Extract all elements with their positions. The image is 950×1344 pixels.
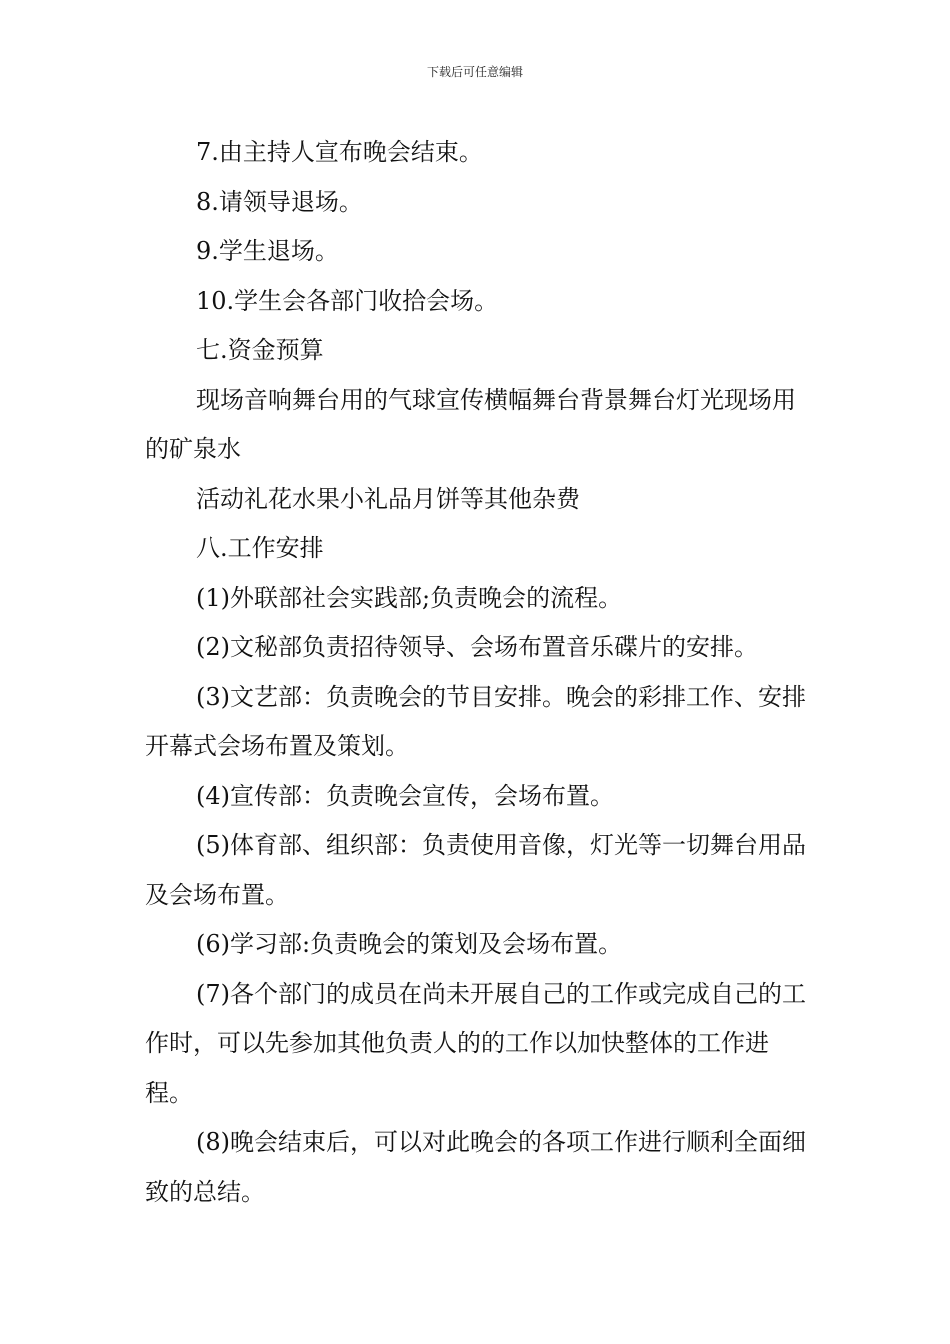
paragraph-arrangement-1: (1)外联部社会实践部;负责晚会的流程。 [196,583,623,612]
paragraph-arrangement-4: (4)宣传部：负责晚会宣传，会场布置。 [196,781,614,810]
paragraph-arrangement-3: (3)文艺部：负责晚会的节目安排。晚会的彩排工作、安排开幕式会场布置及策划。 [145,682,806,760]
paragraph-step-9: 9.学生退场。 [196,237,339,265]
section-heading-work-arrangement: 八.工作安排 [196,534,324,562]
paragraph-step-7: 7.由主持人宣布晚会结束。 [196,138,483,166]
paragraph-arrangement-5: (5)体育部、组织部：负责使用音像，灯光等一切舞台用品及会场布置。 [145,831,806,909]
paragraph-step-8: 8.请领导退场。 [196,187,363,216]
paragraph-budget-items-2: 活动礼花水果小礼品月饼等其他杂费 [196,484,580,513]
paragraph-arrangement-2: (2)文秘部负责招待领导、会场布置音乐碟片的安排。 [196,633,758,661]
page-header-note: 下载后可任意编辑 [426,65,523,79]
section-heading-budget: 七.资金预算 [196,336,324,364]
paragraph-budget-items-1: 现场音响舞台用的气球宣传横幅舞台背景舞台灯光现场用的矿泉水 [145,385,796,463]
paragraph-step-10: 10.学生会各部门收拾会场。 [196,286,499,315]
paragraph-arrangement-7: (7)各个部门的成员在尚未开展自己的工作或完成自己的工作时，可以先参加其他负责人的的工作以加快整体的工作进程。 [145,979,806,1107]
paragraph-arrangement-6: (6)学习部:负责晚会的策划及会场布置。 [196,930,623,958]
document-body [145,128,810,1217]
paragraph-arrangement-8: (8)晚会结束后，可以对此晚会的各项工作进行顺利全面细致的总结。 [145,1128,806,1206]
